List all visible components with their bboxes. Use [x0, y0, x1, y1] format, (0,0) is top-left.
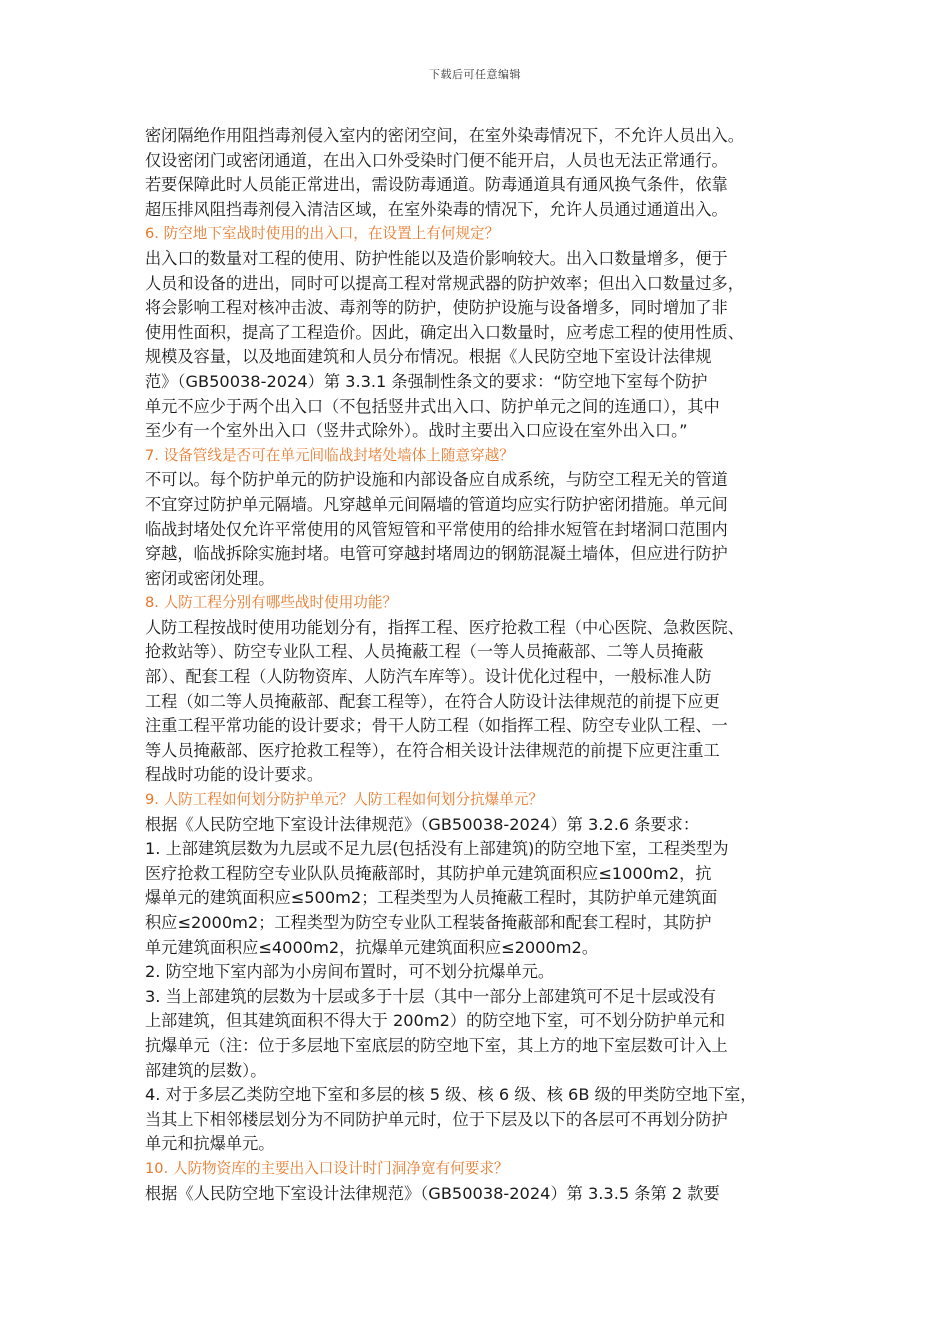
paragraph-line: 程战时功能的设计要求。 — [145, 765, 324, 785]
paragraph-line: 2. 防空地下室内部为小房间布置时，可不划分抗爆单元。 — [145, 962, 555, 982]
paragraph-line: 至少有一个室外出入口（竖井式除外）。战时主要出入口应设在室外出入口。” — [145, 421, 688, 441]
paragraph-line: 爆单元的建筑面积应≤500m2；工程类型为人员掩蔽工程时，其防护单元建筑面 — [145, 888, 718, 908]
question-heading: 10. 人防物资库的主要出入口设计时门洞净宽有何要求？ — [145, 1159, 509, 1177]
question-heading: 7. 设备管线是否可在单元间临战封堵处墙体上随意穿越？ — [145, 446, 514, 464]
page-header: 下载后可任意编辑 — [429, 68, 521, 81]
paragraph-line: 使用性面积，提高了工程造价。因此，确定出入口数量时，应考虑工程的使用性质、 — [145, 322, 744, 342]
paragraph-line: 密闭或密闭处理。 — [145, 568, 275, 588]
paragraph-line: 不可以。每个防护单元的防护设施和内部设备应自成系统，与防空工程无关的管道 — [145, 470, 728, 490]
paragraph-line: 单元不应少于两个出入口（不包括竖井式出入口、防护单元之间的连通口），其中 — [145, 396, 720, 416]
paragraph-line: 穿越，临战拆除实施封堵。电管可穿越封堵周边的钢筋混凝土墙体，但应进行防护 — [145, 544, 728, 564]
question-heading: 6. 防空地下室战时使用的出入口，在设置上有何规定？ — [145, 225, 500, 243]
paragraph-line: 人防工程按战时使用功能划分有，指挥工程、医疗抢救工程（中心医院、急救医院、 — [145, 617, 744, 637]
paragraph-line: 单元建筑面积应≤4000m2，抗爆单元建筑面积应≤2000m2。 — [145, 937, 599, 957]
paragraph-line: 规模及容量，以及地面建筑和人员分布情况。根据《人民防空地下室设计法律规 — [145, 347, 712, 367]
paragraph-line: 等人员掩蔽部、医疗抢救工程等），在符合相关设计法律规范的前提下应更注重工 — [145, 740, 720, 760]
paragraph-line: 人员和设备的进出，同时可以提高工程对常规武器的防护效率；但出入口数量过多， — [145, 273, 744, 293]
paragraph-line: 抗爆单元（注：位于多层地下室底层的防空地下室，其上方的地下室层数可计入上 — [145, 1035, 728, 1055]
paragraph-line: 超压排风阻挡毒剂侵入清洁区域，在室外染毒的情况下，允许人员通过通道出入。 — [145, 199, 728, 219]
paragraph-line: 将会影响工程对核冲击波、毒剂等的防护，使防护设施与设备增多，同时增加了非 — [145, 298, 728, 318]
paragraph-line: 积应≤2000m2；工程类型为防空专业队工程装备掩蔽部和配套工程时，其防护 — [145, 913, 712, 932]
paragraph-line: 3. 当上部建筑的层数为十层或多于十层（其中一部分上部建筑可不足十层或没有 — [145, 986, 716, 1006]
paragraph-line: 仅设密闭门或密闭通道，在出入口外受染时门便不能开启，人员也无法正常通行。 — [145, 150, 728, 170]
paragraph-line: 若要保障此时人员能正常进出，需设防毒通道。防毒通道具有通风换气条件，依靠 — [145, 175, 728, 195]
question-heading: 8. 人防工程分别有哪些战时使用功能？ — [145, 594, 398, 612]
document-body — [145, 124, 825, 1206]
paragraph-line: 出入口的数量对工程的使用、防护性能以及造价影响较大。出入口数量增多，便于 — [145, 248, 728, 268]
paragraph-line: 当其上下相邻楼层划分为不同防护单元时，位于下层及以下的各层可不再划分防护 — [145, 1109, 728, 1129]
paragraph-line: 抢救站等）、防空专业队工程、人员掩蔽工程（一等人员掩蔽部、二等人员掩蔽 — [145, 642, 704, 662]
paragraph-line: 4. 对于多层乙类防空地下室和多层的核 5 级、核 6 级、核 6B 级的甲类防空地下室， — [145, 1085, 757, 1105]
paragraph-line: 单元和抗爆单元。 — [145, 1134, 275, 1154]
paragraph-line: 根据《人民防空地下室设计法律规范》（GB50038-2024）第 3.3.5 条第 2 款要 — [145, 1183, 720, 1203]
paragraph-line: 部建筑的层数）。 — [145, 1060, 267, 1080]
question-heading: 9. 人防工程如何划分防护单元？人防工程如何划分抗爆单元？ — [145, 791, 544, 809]
paragraph-line: 密闭隔绝作用阻挡毒剂侵入室内的密闭空间，在室外染毒情况下，不允许人员出入。 — [145, 126, 744, 145]
paragraph-line: 不宜穿过防护单元隔墙。凡穿越单元间隔墙的管道均应实行防护密闭措施。单元间 — [145, 494, 728, 514]
paragraph-line: 工程（如二等人员掩蔽部、配套工程等），在符合人防设计法律规范的前提下应更 — [145, 691, 720, 711]
paragraph-line: 上部建筑，但其建筑面积不得大于 200m2）的防空地下室，可不划分防护单元和 — [145, 1011, 726, 1031]
paragraph-line: 范》（GB50038-2024）第 3.3.1 条强制性条文的要求：“防空地下室每个防护 — [145, 371, 708, 391]
paragraph-line: 临战封堵处仅允许平常使用的风管短管和平常使用的给排水短管在封堵洞口范围内 — [145, 519, 728, 539]
paragraph-line: 1. 上部建筑层数为九层或不足九层(包括没有上部建筑)的防空地下室，工程类型为 — [145, 839, 729, 859]
paragraph-line: 医疗抢救工程防空专业队队员掩蔽部时，其防护单元建筑面积应≤1000m2，抗 — [145, 863, 712, 883]
paragraph-line: 注重工程平常功能的设计要求；骨干人防工程（如指挥工程、防空专业队工程、一 — [145, 716, 728, 736]
paragraph-line: 部）、配套工程（人防物资库、人防汽车库等）。设计优化过程中，一般标准人防 — [145, 667, 712, 687]
paragraph-line: 根据《人民防空地下室设计法律规范》（GB50038-2024）第 3.2.6 条要求： — [145, 814, 700, 834]
